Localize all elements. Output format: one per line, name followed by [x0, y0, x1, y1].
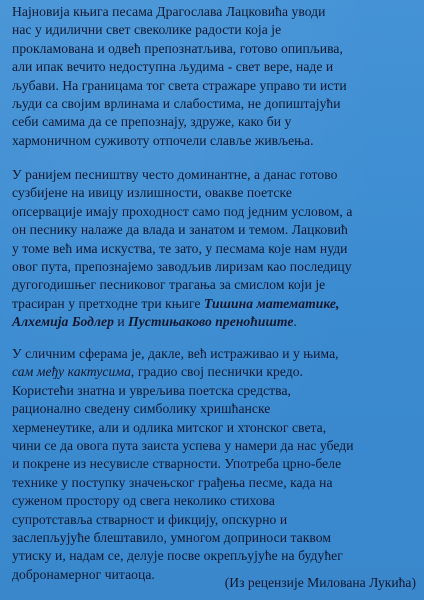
- text-segment: трасиран у претходне три књиге: [12, 295, 204, 311]
- text-line: [12, 21, 417, 39]
- text-line: [12, 437, 417, 455]
- text-segment: прокламована и одвећ препознатљива, готово опипљива,: [12, 40, 343, 56]
- review-paragraph-2: [12, 166, 417, 332]
- book-title-text: сам међу кактусима: [12, 364, 131, 380]
- text-line: [12, 40, 417, 58]
- text-line: [12, 455, 417, 473]
- text-segment: себи самима да се препознају, здруже, како би у: [12, 114, 292, 130]
- text-segment: и: [113, 314, 129, 330]
- text-line: [12, 221, 417, 239]
- text-line: [12, 313, 417, 331]
- text-line: [12, 345, 417, 363]
- text-line: [12, 77, 417, 95]
- text-line: [12, 95, 417, 113]
- text-line: [12, 113, 417, 131]
- text-segment: и покрене из несувисле стварности. Употреба црно-беле: [12, 456, 342, 472]
- text-segment: овог пута, препознајемо заводљив лиризам као последицу: [12, 258, 352, 274]
- text-segment: заслепљујуће блештавило, умногом доприноси таквом: [12, 529, 331, 545]
- text-line: [12, 474, 417, 492]
- text-line: [12, 363, 417, 381]
- text-segment: Најновија књига песама Драгослава Лацковића уводи: [12, 4, 326, 19]
- text-line: [12, 166, 417, 184]
- text-line: [12, 547, 417, 565]
- text-line: [12, 400, 417, 418]
- text-segment: он песнику налаже да влада и занатом и темом. Лацковић: [12, 222, 348, 238]
- text-segment: .: [293, 314, 297, 330]
- book-title-text: Алхемија Бодлер: [12, 314, 114, 330]
- text-segment: добронамерног читаоца.: [12, 566, 155, 582]
- text-segment: али ипак вечито недоступна људима - свет вере, наде и: [12, 59, 334, 75]
- text-line: [12, 382, 417, 400]
- text-segment: хармоничном суживоту отпочели славље живљења.: [12, 132, 314, 148]
- text-line: [12, 258, 417, 276]
- text-segment: технике у поступку значењског грађења песме, када на: [12, 474, 333, 490]
- text-line: [12, 240, 417, 258]
- text-segment: Користећи знатна и уврељива поетска средства,: [12, 382, 291, 398]
- text-segment: љубави. На границама тог света стражаре управо ти исти: [12, 77, 347, 93]
- text-line: [12, 58, 417, 76]
- book-title-text: Тишина математике,: [203, 295, 340, 311]
- text-segment: сузбијене на ивицу излишности, овакве поетске: [12, 185, 292, 201]
- text-line: [12, 3, 417, 21]
- text-line: [12, 184, 417, 202]
- text-segment: чини се да овога пута заиста успева у намери да нас убеди: [12, 437, 354, 453]
- text-segment: У ранијем песништву често доминантне, а данас готово: [12, 167, 338, 182]
- text-segment: утиску и, надам се, делује посве окрепљујуће на будућег: [12, 548, 343, 564]
- text-line: [12, 511, 417, 529]
- text-line: [12, 132, 417, 150]
- text-segment: супротставља стварност и фикцију, опскурно и: [12, 511, 288, 527]
- text-line: [12, 276, 417, 294]
- text-segment: дугогодишњег песниковог трагања за смислом који је: [12, 277, 326, 293]
- review-paragraph-1: [12, 3, 417, 150]
- text-line: [12, 419, 417, 437]
- text-segment: , градио свој песнички кредо.: [130, 364, 304, 380]
- text-line: [12, 529, 417, 547]
- text-segment: У сличним сферама је, дакле, већ истраживао и у њима,: [12, 346, 339, 361]
- text-segment: рационално сведену симболику хришћанске: [12, 401, 271, 417]
- text-segment: херменеутике, али и одлика митског и хтонског света,: [12, 419, 327, 435]
- text-segment: у томе већ има искуства, те зато, у песмама које нам нуди: [12, 240, 348, 256]
- review-credit: (Из рецензије Милована Лукића): [224, 575, 416, 590]
- text-segment: људи са својим врлинама и слабостима, не допиштајући: [12, 95, 341, 111]
- text-line: [12, 203, 417, 221]
- text-segment: опсервације имају проходност само под једним условом, а: [12, 203, 353, 219]
- review-paragraph-3: [12, 345, 417, 584]
- text-segment: суженом простору од свега неколико стихова: [12, 493, 275, 509]
- text-segment: нас у идилични свет свеколике радости која је: [12, 22, 282, 38]
- text-line: [12, 492, 417, 510]
- book-title-text: Пустињаково преноћиште: [128, 314, 294, 330]
- text-line: [12, 295, 417, 313]
